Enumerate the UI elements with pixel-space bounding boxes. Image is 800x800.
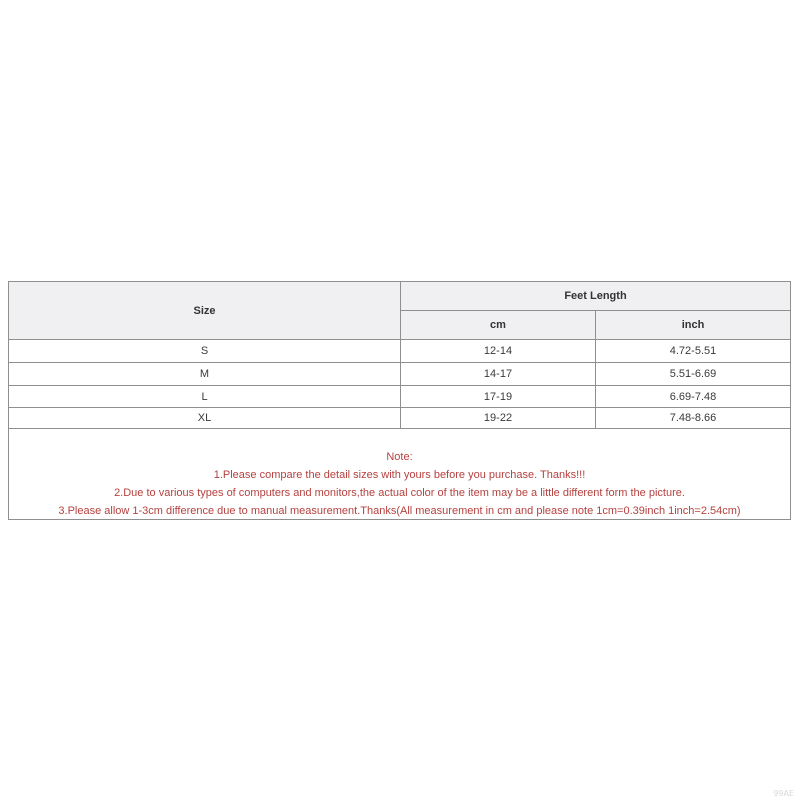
note-title: Note: <box>386 451 413 463</box>
note-line-1: 1.Please compare the detail sizes with yours before you purchase. Thanks!!! <box>213 469 586 481</box>
row-inch: 4.72-5.51 <box>669 345 717 357</box>
size-chart-table <box>8 281 791 520</box>
note-line-3: 3.Please allow 1-3cm difference due to manual measurement.Thanks(All measurement in cm and please note 1cm=0.39inch 1inch=2.54cm) <box>58 505 741 517</box>
header-inch: inch <box>596 311 790 339</box>
row-inch: 7.48-8.66 <box>669 412 717 424</box>
row-size: L <box>201 390 208 403</box>
watermark: 99AE <box>773 789 794 798</box>
note-line-2: 2.Due to various types of computers and monitors,the actual color of the item may be a little different form the picture. <box>114 487 685 499</box>
row-size: XL <box>197 412 212 424</box>
row-cm: 19-22 <box>483 412 513 424</box>
grid-line <box>400 282 401 428</box>
grid-line <box>595 310 596 428</box>
header-feet-length: Feet Length <box>401 282 790 310</box>
row-size: M <box>199 368 210 380</box>
header-size: Size <box>9 282 400 339</box>
row-size: S <box>200 345 209 357</box>
row-cm: 14-17 <box>483 368 513 380</box>
header-cm: cm <box>401 311 595 339</box>
row-inch: 6.69-7.48 <box>669 390 717 403</box>
row-cm: 17-19 <box>483 390 513 403</box>
row-cm: 12-14 <box>483 345 513 357</box>
row-inch: 5.51-6.69 <box>669 368 717 380</box>
notes-section <box>9 429 790 519</box>
